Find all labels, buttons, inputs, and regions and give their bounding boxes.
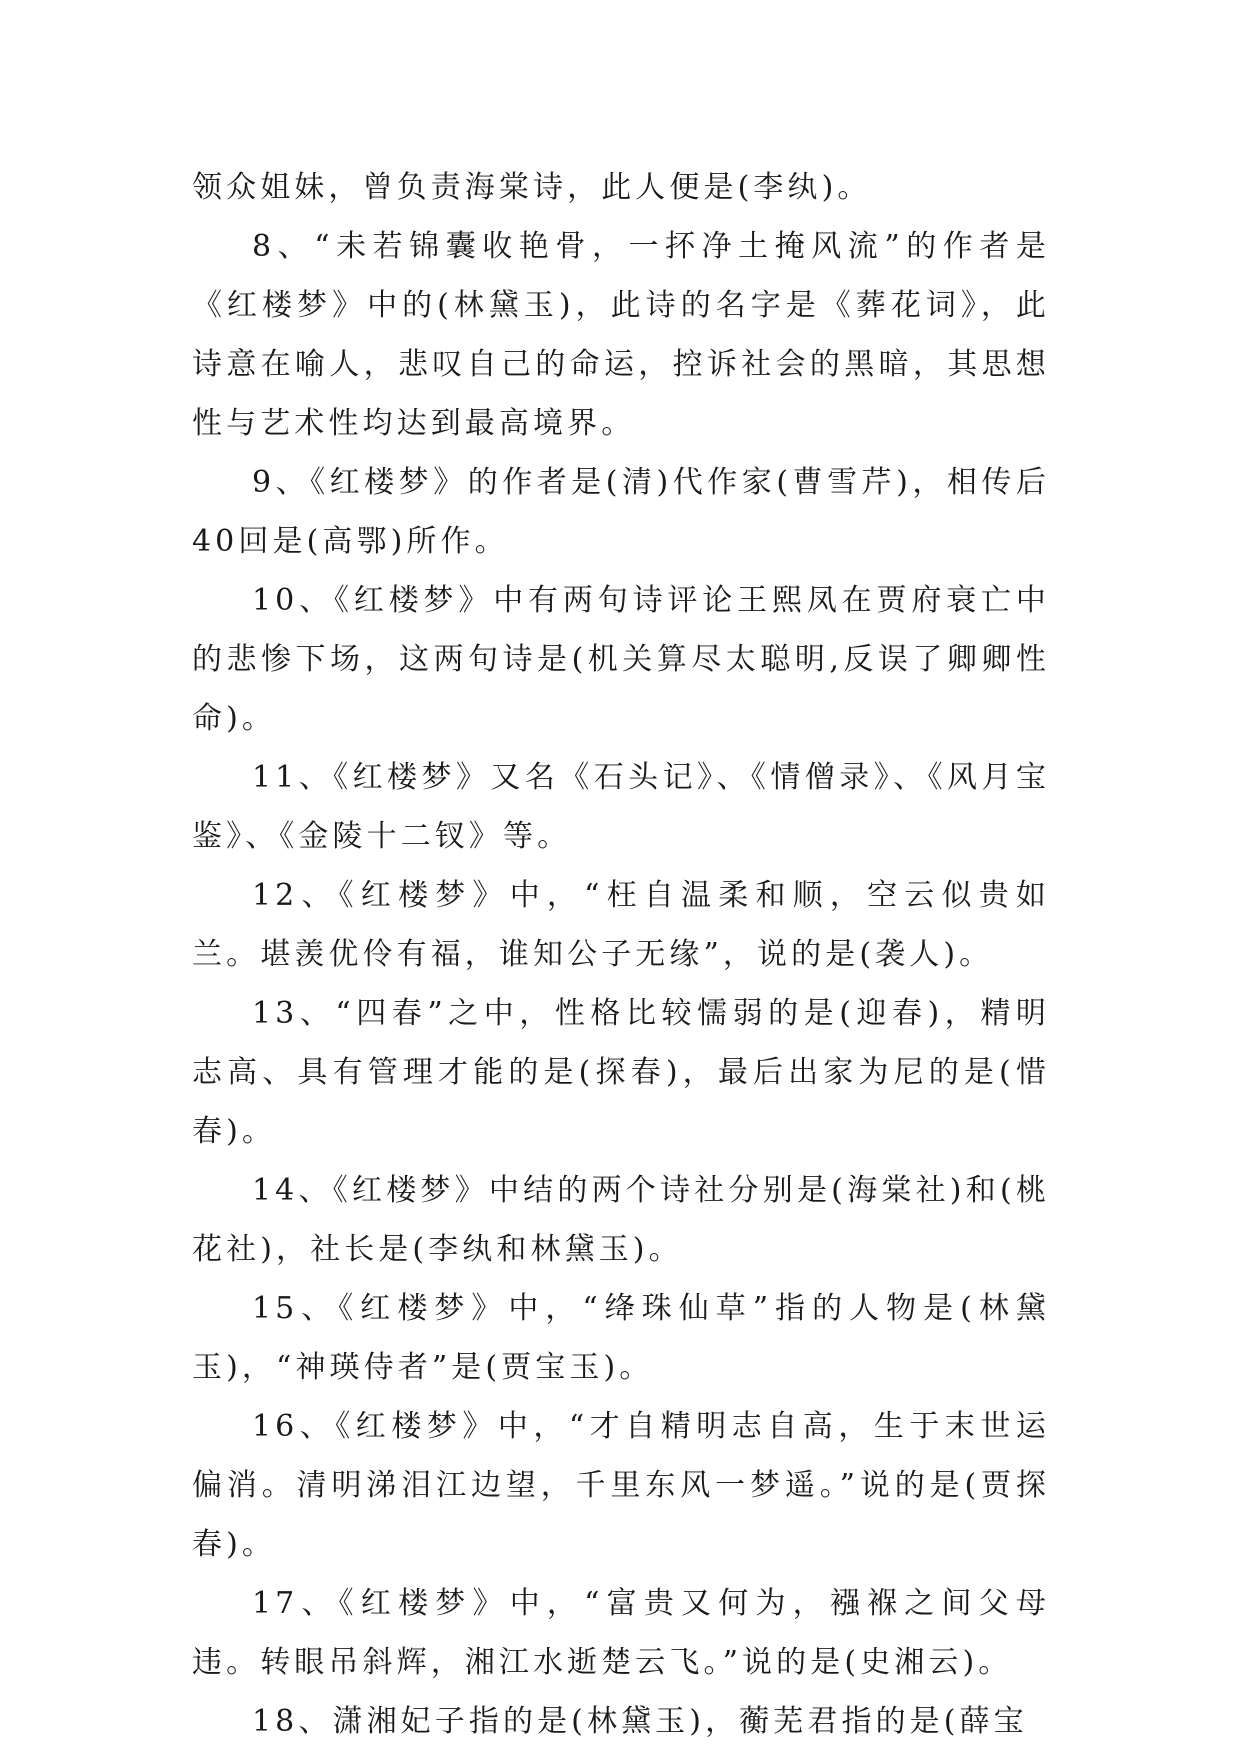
document-page xyxy=(192,158,1050,1751)
paragraph-item-9: 9、《红楼梦》的作者是(清)代作家(曹雪芹)，相传后40回是(高鄂)所作。 xyxy=(192,465,1050,559)
paragraph-continuation: 领众姐妹，曾负责海棠诗，此人便是(李纨)。 xyxy=(192,170,872,205)
paragraph-item-17: 17、《红楼梦》中，“富贵又何为，襁褓之间父母违。转眼吊斜辉，湘江水逝楚云飞。”说的是(史湘云)。 xyxy=(192,1586,1050,1680)
paragraph-item-12: 12、《红楼梦》中，“枉自温柔和顺，空云似贵如兰。堪羡优伶有福，谁知公子无缘”，说的是(袭人)。 xyxy=(192,878,1050,972)
paragraph-item-8: 8、“未若锦囊收艳骨，一抔净土掩风流”的作者是《红楼梦》中的(林黛玉)，此诗的名字是《葬花词》，此诗意在喻人，悲叹自己的命运，控诉社会的黑暗，其思想性与艺术性均达到最高境界。 xyxy=(192,229,1050,441)
paragraph-item-18: 18、潇湘妃子指的是(林黛玉)，蘅芜君指的是(薛宝 xyxy=(252,1704,1028,1739)
paragraph-item-13: 13、“四春”之中，性格比较懦弱的是(迎春)，精明志高、具有管理才能的是(探春)，最后出家为尼的是(惜春)。 xyxy=(192,996,1050,1149)
paragraph-item-11: 11、《红楼梦》又名《石头记》、《情僧录》、《风月宝鉴》、《金陵十二钗》等。 xyxy=(192,760,1050,854)
paragraph-item-14: 14、《红楼梦》中结的两个诗社分别是(海棠社)和(桃花社)，社长是(李纨和林黛玉)。 xyxy=(192,1173,1050,1267)
paragraph-item-10: 10、《红楼梦》中有两句诗评论王熙凤在贾府衰亡中的悲惨下场，这两句诗是(机关算尽太聪明,反误了卿卿性命)。 xyxy=(192,583,1050,736)
paragraph-item-16: 16、《红楼梦》中，“才自精明志自高，生于末世运偏消。清明涕泪江边望，千里东风一梦遥。”说的是(贾探春)。 xyxy=(192,1409,1050,1562)
paragraph-item-15: 15、《红楼梦》中，“绛珠仙草”指的人物是(林黛玉)，“神瑛侍者”是(贾宝玉)。 xyxy=(192,1291,1050,1385)
